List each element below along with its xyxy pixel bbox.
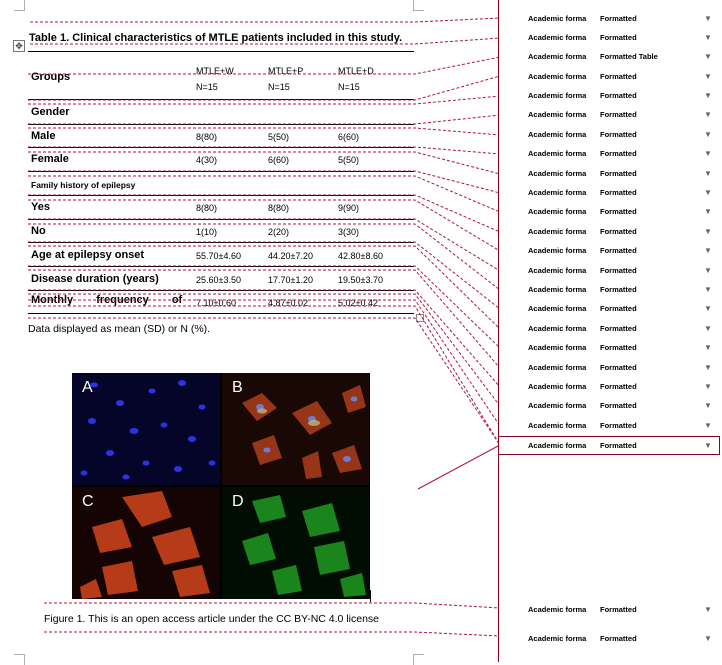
groups-header: Groups	[31, 71, 71, 83]
connector-line	[28, 246, 500, 329]
balloon-author: Academic forma	[528, 246, 587, 255]
balloon-kind: Formatted	[600, 285, 637, 294]
connector-line	[28, 294, 500, 406]
connector-line	[28, 266, 500, 348]
balloon-kind: Formatted	[600, 110, 637, 119]
balloon-kind: Formatted	[600, 14, 637, 23]
balloon-kind: Formatted	[600, 227, 637, 236]
markup-balloon[interactable]	[528, 33, 718, 47]
markup-balloon[interactable]	[528, 188, 718, 202]
row-label-yes: Yes	[31, 201, 50, 213]
markup-balloon[interactable]	[528, 363, 718, 377]
balloon-expand-icon[interactable]: ▼	[704, 52, 712, 61]
balloon-kind: Formatted	[600, 246, 637, 255]
balloon-expand-icon[interactable]: ▼	[704, 188, 712, 197]
balloon-author: Academic forma	[528, 33, 587, 42]
balloon-kind: Formatted	[600, 605, 637, 614]
markup-balloon[interactable]	[528, 169, 718, 183]
row-label-monthly-frequency: Monthly frequency of	[31, 294, 183, 306]
table-cell: 17.70±1.20	[268, 275, 313, 285]
balloon-kind: Formatted	[600, 343, 637, 352]
table-cell: 6(60)	[338, 132, 360, 142]
panel-label: D	[232, 493, 244, 510]
table-cell: 19.50±3.70	[338, 275, 383, 285]
column-header-name: MTLE+P	[268, 66, 304, 76]
table-move-handle-icon[interactable]: ✥	[13, 40, 25, 52]
balloon-kind: Formatted	[600, 188, 637, 197]
table-cell: 5.02±0.42	[338, 298, 378, 308]
balloon-author: Academic forma	[528, 266, 587, 275]
balloon-author: Academic forma	[528, 72, 587, 81]
balloon-kind: Formatted	[600, 169, 637, 178]
balloon-kind: Formatted	[600, 130, 637, 139]
balloon-expand-icon[interactable]: ▼	[704, 401, 712, 410]
column-header-name: MTLE+W	[196, 66, 234, 76]
balloon-expand-icon[interactable]: ▼	[704, 382, 712, 391]
balloon-expand-icon[interactable]: ▼	[704, 421, 712, 430]
markup-balloon[interactable]	[528, 14, 718, 28]
balloon-expand-icon[interactable]: ▼	[704, 246, 712, 255]
balloon-author: Academic forma	[528, 343, 587, 352]
balloon-kind: Formatted	[600, 266, 637, 275]
markup-balloon[interactable]	[528, 130, 718, 144]
markup-balloon[interactable]	[528, 52, 718, 66]
balloon-kind: Formatted	[600, 91, 637, 100]
table-cell: 25.60±3.50	[196, 275, 241, 285]
balloon-author: Academic forma	[528, 227, 587, 236]
balloon-kind: Formatted	[600, 634, 637, 643]
balloon-expand-icon[interactable]: ▼	[704, 363, 712, 372]
markup-balloon[interactable]	[528, 421, 718, 435]
markup-balloon[interactable]	[528, 246, 718, 260]
balloon-expand-icon[interactable]: ▼	[704, 91, 712, 100]
balloon-author: Academic forma	[528, 14, 587, 23]
markup-balloon[interactable]	[528, 227, 718, 241]
balloon-kind: Formatted	[600, 401, 637, 410]
panel-label: C	[82, 493, 94, 510]
balloon-kind: Formatted	[600, 441, 637, 450]
table-cell: 6(60)	[268, 155, 290, 165]
connector-line	[28, 270, 500, 368]
balloon-expand-icon[interactable]: ▼	[704, 343, 712, 352]
connector-line-selected	[418, 446, 498, 489]
balloon-author: Academic forma	[528, 149, 587, 158]
balloon-expand-icon[interactable]: ▼	[704, 72, 712, 81]
connector-line	[30, 18, 500, 22]
row-label-male: Male	[31, 130, 56, 142]
balloon-expand-icon[interactable]: ▼	[704, 605, 712, 614]
balloon-author: Academic forma	[528, 605, 587, 614]
table-cell: 9(90)	[338, 203, 360, 213]
balloon-expand-icon[interactable]: ▼	[704, 149, 712, 158]
connector-line	[44, 603, 500, 608]
connector-line	[28, 318, 500, 445]
balloon-expand-icon[interactable]: ▼	[704, 285, 712, 294]
table-note: Data displayed as mean (SD) or N (%).	[28, 323, 211, 335]
connector-line	[28, 300, 500, 426]
balloon-kind: Formatted	[600, 207, 637, 216]
balloon-author: Academic forma	[528, 91, 587, 100]
connector-line	[28, 200, 500, 251]
balloon-author: Academic forma	[528, 188, 587, 197]
markup-balloon[interactable]	[528, 72, 718, 86]
table-cell: 55.70±4.60	[196, 251, 241, 261]
connector-line	[28, 147, 500, 154]
balloon-author: Academic forma	[528, 110, 587, 119]
table-cell: 4.87±0.02	[268, 298, 308, 308]
balloon-kind: Formatted Table	[600, 52, 658, 61]
row-label-female: Female	[31, 153, 69, 165]
balloon-author: Academic forma	[528, 304, 587, 313]
row-label-no: No	[31, 225, 46, 237]
balloon-author: Academic forma	[528, 441, 587, 450]
figure-caption: Figure 1. This is an open access article under the CC BY-NC 4.0 license	[44, 613, 380, 625]
column-header-name: MTLE+D	[338, 66, 374, 76]
balloon-expand-icon[interactable]: ▼	[704, 634, 712, 643]
table-cell: 2(20)	[268, 227, 290, 237]
table-cell: 44.20±7.20	[268, 251, 313, 261]
markup-balloon[interactable]	[528, 91, 718, 105]
balloon-author: Academic forma	[528, 207, 587, 216]
balloon-kind: Formatted	[600, 382, 637, 391]
balloon-expand-icon[interactable]: ▼	[704, 266, 712, 275]
markup-balloon[interactable]	[528, 110, 718, 124]
balloon-expand-icon[interactable]: ▼	[704, 304, 712, 313]
markup-balloon[interactable]	[528, 304, 718, 318]
row-label-gender: Gender	[31, 106, 70, 118]
markup-balloon[interactable]	[528, 605, 718, 619]
panel-label: A	[82, 379, 93, 396]
balloon-author: Academic forma	[528, 324, 587, 333]
balloon-expand-icon[interactable]: ▼	[704, 441, 712, 450]
column-header-n: N=15	[196, 82, 218, 92]
balloon-author: Academic forma	[528, 169, 587, 178]
balloon-kind: Formatted	[600, 33, 637, 42]
markup-balloon[interactable]	[528, 343, 718, 357]
connector-line	[28, 306, 500, 445]
markup-balloon[interactable]	[528, 324, 718, 338]
markup-balloon[interactable]	[528, 382, 718, 396]
balloon-expand-icon[interactable]: ▼	[704, 130, 712, 139]
table-cell: 8(80)	[268, 203, 290, 213]
table-cell: 3(30)	[338, 227, 360, 237]
connector-line	[28, 57, 500, 74]
row-label-disease-duration: Disease duration (years)	[31, 273, 159, 285]
connector-line	[28, 76, 500, 100]
markup-balloon[interactable]	[528, 207, 718, 221]
markup-balloon[interactable]	[528, 285, 718, 299]
connector-line	[28, 219, 500, 271]
table-caption-number: Table 1.	[29, 32, 70, 44]
connector-line	[28, 176, 500, 212]
column-header-n: N=15	[268, 82, 290, 92]
connector-line	[28, 115, 500, 124]
balloon-kind: Formatted	[600, 149, 637, 158]
balloon-author: Academic forma	[528, 401, 587, 410]
table-cell: 8(80)	[196, 132, 218, 142]
markup-balloon[interactable]	[528, 634, 718, 648]
table-cell: 5(50)	[268, 132, 290, 142]
connector-line	[28, 242, 500, 309]
balloon-kind: Formatted	[600, 363, 637, 372]
balloon-expand-icon[interactable]: ▼	[704, 324, 712, 333]
connector-line	[28, 128, 500, 135]
connector-line	[28, 195, 500, 232]
markup-balloon[interactable]	[528, 266, 718, 280]
connector-line	[44, 632, 500, 636]
markup-balloon[interactable]	[528, 401, 718, 415]
markup-balloon[interactable]	[528, 149, 718, 163]
table-cell: 8(80)	[196, 203, 218, 213]
table-cell: 42.80±8.60	[338, 251, 383, 261]
markup-balloon-selected[interactable]	[528, 441, 718, 455]
balloon-kind: Formatted	[600, 324, 637, 333]
table-cell: 7.10±0.60	[196, 298, 236, 308]
panel-label: B	[232, 379, 243, 396]
table-cell: 1(10)	[196, 227, 218, 237]
balloon-author: Academic forma	[528, 130, 587, 139]
balloon-expand-icon[interactable]: ▼	[704, 14, 712, 23]
balloon-kind: Formatted	[600, 304, 637, 313]
table-cell: 5(50)	[338, 155, 360, 165]
balloon-expand-icon[interactable]: ▼	[704, 169, 712, 178]
balloon-author: Academic forma	[528, 382, 587, 391]
balloon-author: Academic forma	[528, 363, 587, 372]
balloon-kind: Formatted	[600, 72, 637, 81]
balloon-expand-icon[interactable]: ▼	[704, 33, 712, 42]
row-label-family-history: Family history of epilepsy	[31, 180, 136, 190]
column-header-n: N=15	[338, 82, 360, 92]
balloon-author: Academic forma	[528, 52, 587, 61]
row-label-age-onset: Age at epilepsy onset	[31, 249, 145, 261]
table-caption-text: Clinical characteristics of MTLE patients included in this study.	[69, 32, 403, 44]
balloon-expand-icon[interactable]: ▼	[704, 227, 712, 236]
table-cell: 4(30)	[196, 155, 218, 165]
balloon-author: Academic forma	[528, 285, 587, 294]
balloon-author: Academic forma	[528, 634, 587, 643]
balloon-kind: Formatted	[600, 421, 637, 430]
balloon-author: Academic forma	[528, 421, 587, 430]
balloon-expand-icon[interactable]: ▼	[704, 110, 712, 119]
balloon-expand-icon[interactable]: ▼	[704, 207, 712, 216]
connector-line	[30, 38, 500, 44]
